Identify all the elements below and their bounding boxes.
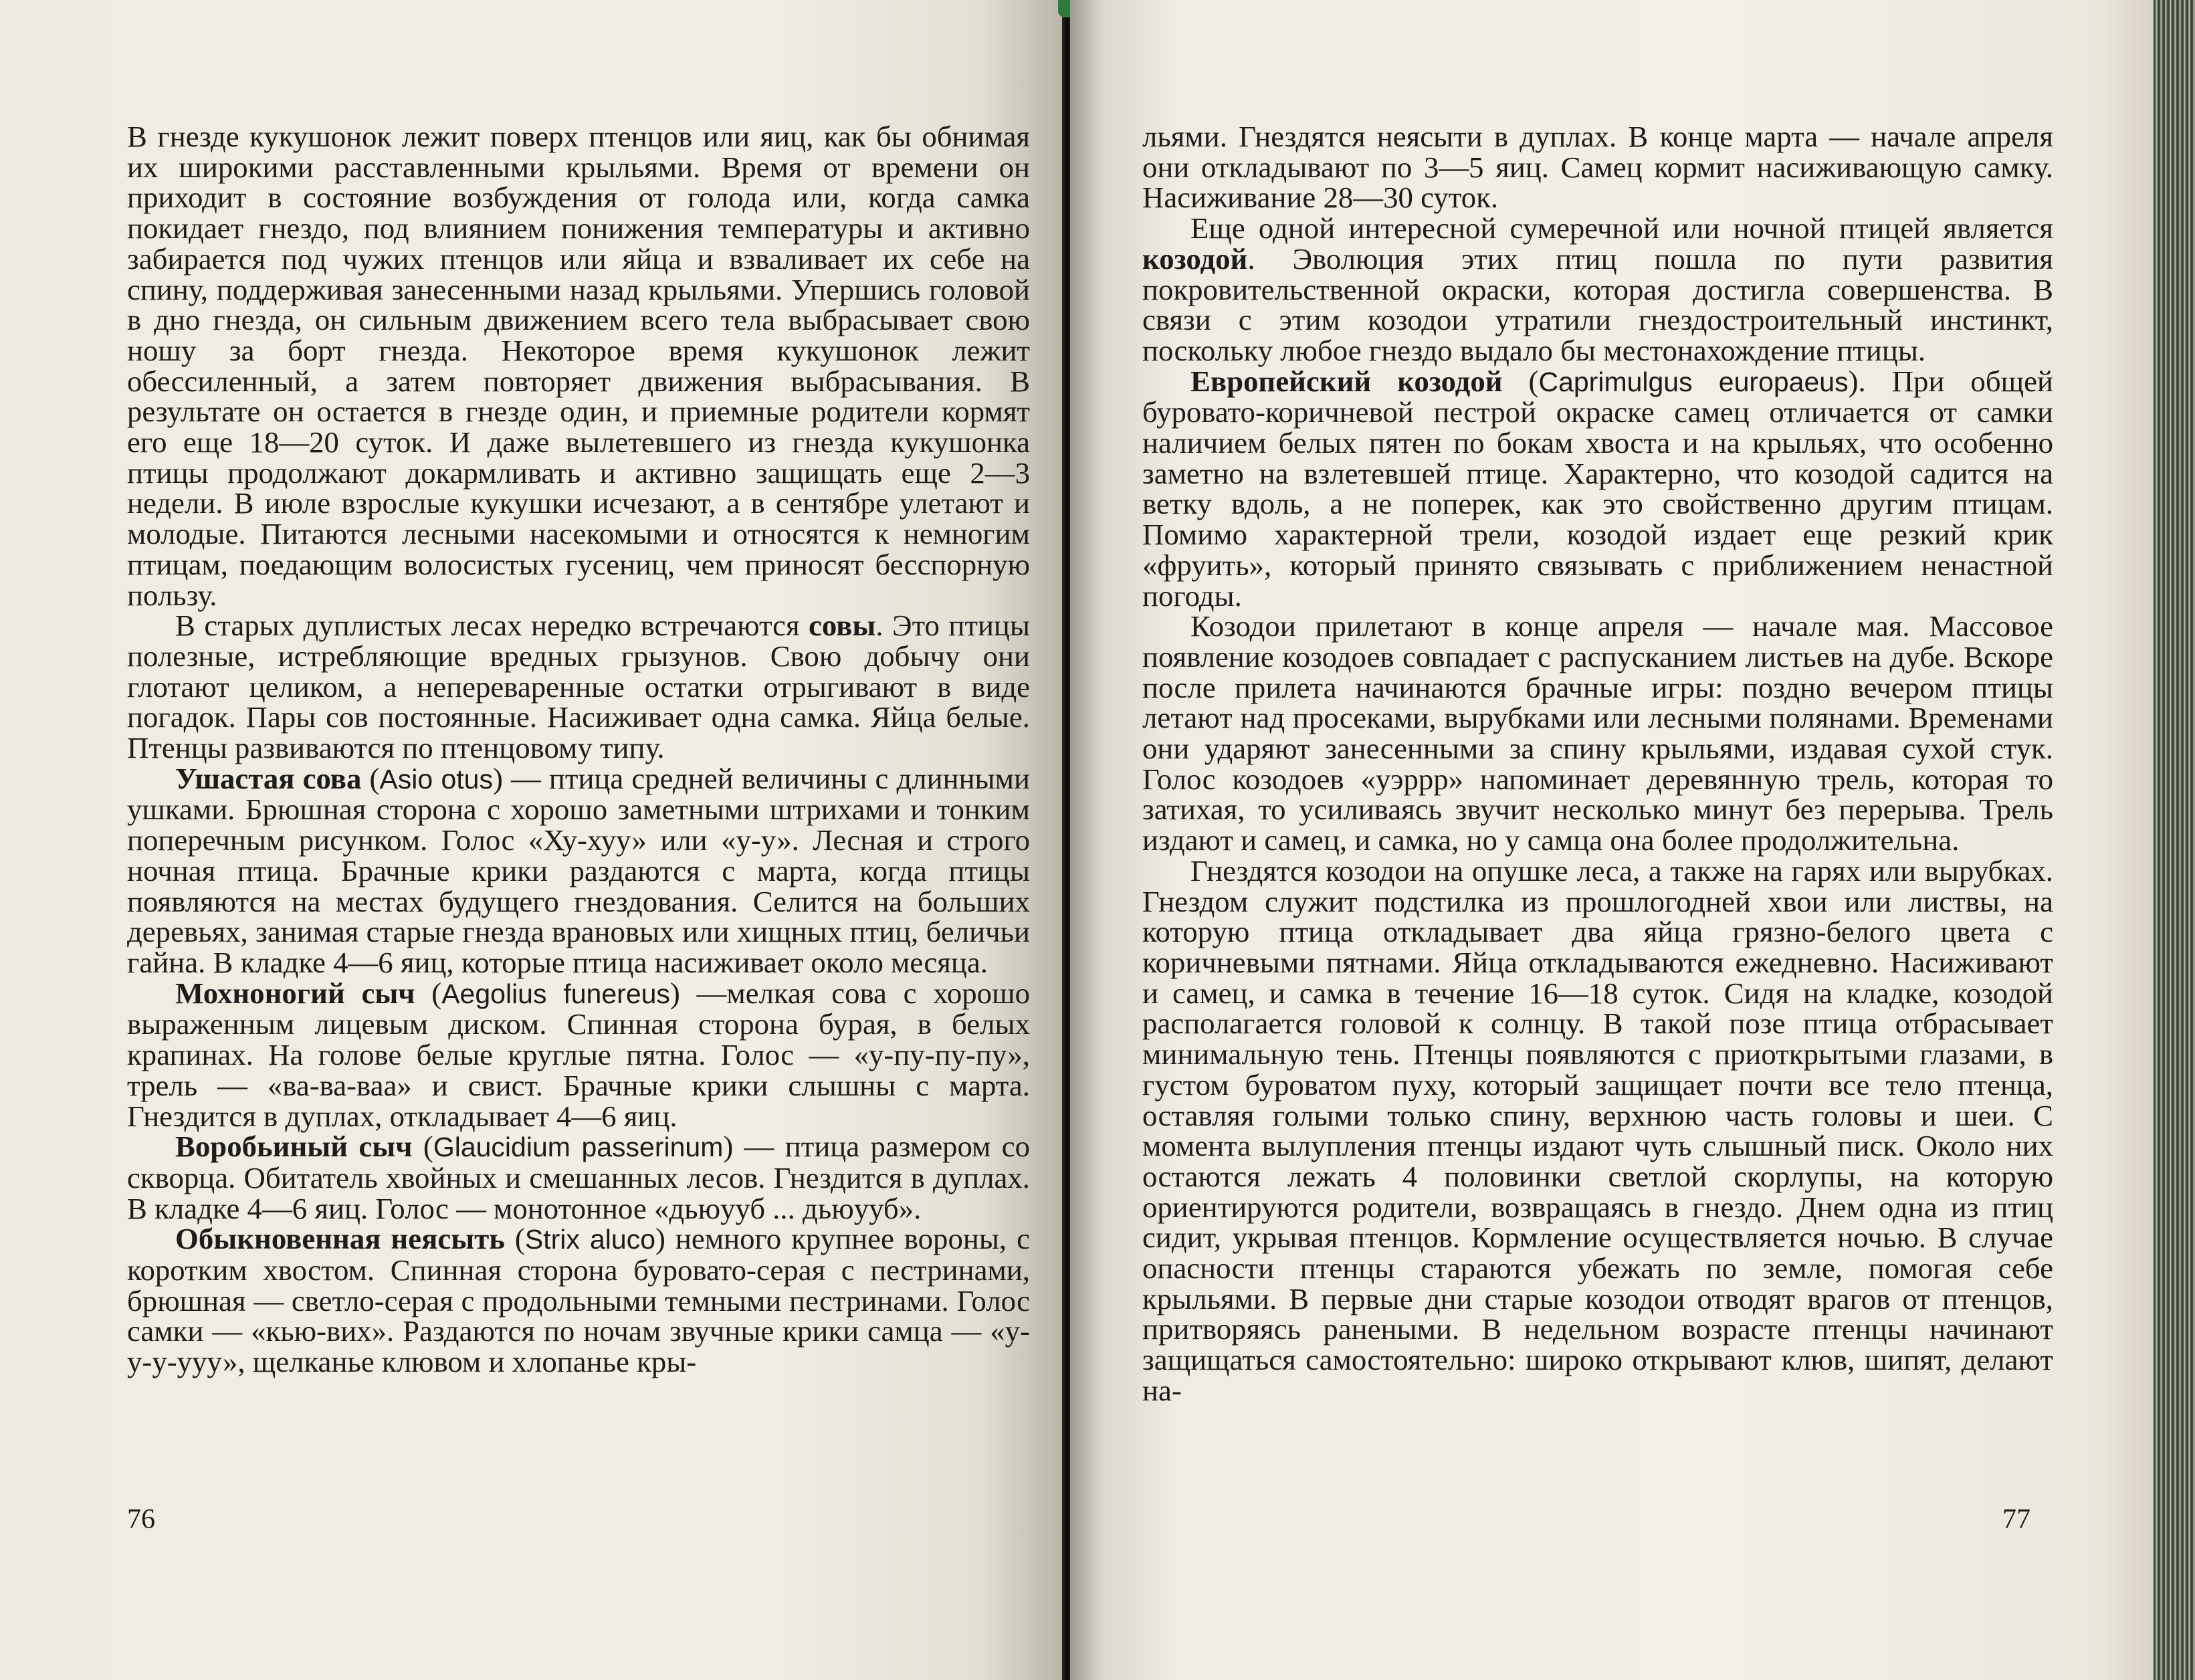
paragraph: Обыкновенная неясыть (Strix aluco) немного крупнее вороны, с коротким хвостом. Спинная сторона буровато-серая с пестринами, брюшная — светло-серая с продольными темными пестринами. Голос самки — «кью-вих». Раздаются по ночам звучные крики самца — «у-у-у-ууу», щелканье клювом и хлопанье кры- [127, 1222, 1030, 1379]
paragraph [127, 611, 1030, 764]
paragraph [1142, 213, 2053, 366]
latin-name: Caprimulgus europaeus [1538, 366, 1849, 397]
paragraph-text: . Это птицы полезные, истребляющие вредных грызунов. Свою добычу они глотают целиком, а непереваренные остатки отрыгивают в виде погадок. Пары сов постоянные. Насиживает одна самка. Яйца белые. Птенцы развиваются по птенцовому типу. [127, 609, 1030, 765]
bold-term: козодой [1142, 241, 1248, 276]
paragraph-text: . При общей буровато-коричневой пестрой окраске самец отличается от самки наличием белых пятен по бокам хвоста и на крыльях, что особенно заметно на взлетевшей птице. Характерно, что козодой садится на ветку вдоль, а не поперек, как это свойственно другим птицам. Помимо характерной трели, козодой издает еще резкий крик «фруить», который принято связывать с приближением ненастной погоды. [1142, 364, 2053, 613]
paragraph-text: — птица средней величины с длинными ушками. Брюшная сторона с хорошо заметными штрихами и тонким поперечным рисунком. Голос «Ху-хуу» или «у-у». Лесная и строго ночная птица. Брачные крики раздаются с марта, когда птицы появляются на местах будущего гнездования. Селится на больших деревьях, занимая старые гнезда врановых или хищных птиц, беличьи гайна. В кладке 4—6 яиц, которые птица насиживает около месяца. [127, 761, 1030, 979]
bold-term: совы [809, 609, 876, 643]
paragraph-text: немного крупнее вороны, с коротким хвостом. Спинная сторона буровато-серая с пестринами, брюшная — светло-серая с продольными темными пестринами. Голос самки — «кью-вих». Раздаются по ночам звучные крики самца — «у-у-у-ууу», щелканье клювом и хлопанье кры- [127, 1222, 1030, 1379]
paragraph: Мохноногий сыч (Aegolius funereus) —мелкая сова с хорошо выраженным лицевым диском. Спинная сторона бурая, в белых крапинах. На голове белые круглые пятна. Голос — «у-пу-пу-пу», трель — «ва-ва-ваа» и свист. Брачные крики слышны с марта. Гнездится в дуплах, откладывает 4—6 яиц. [127, 976, 1030, 1133]
paragraph-text: . Эволюция этих птиц пошла по пути развития покровительственной окраски, которая достигла совершенства. В связи с этим козодои утратили гнездостроительный инстинкт, поскольку любое гнездо выдало бы местонахождение птицы. [1142, 241, 2053, 367]
right-text-column [1142, 122, 2053, 1406]
latin-name: Asio otus [379, 763, 493, 795]
paragraph-text: — птица размером со скворца. Обитатель хвойных и смешанных лесов. Гнездится в дуплах. В кладке 4—6 яиц. Голос — монотонное «дьюууб ... дьюууб». [127, 1130, 1030, 1225]
paragraph: Европейский козодой (Caprimulgus europaeus). При общей буровато-коричневой пестрой окраске самец отличается от самки наличием белых пятен по бокам хвоста и на крыльях, что особенно заметно на взлетевшей птице. Характерно, что козодой садится на ветку вдоль, а не поперек, как это свойственно другим птицам. Помимо характерной трели, козодой издает еще резкий крик «фруить», который принято связывать с приближением ненастной погоды. [1142, 364, 2053, 613]
latin-name: Aegolius funereus [441, 978, 670, 1009]
species-name: Воробьиный сыч [175, 1130, 413, 1164]
species-name: Обыкновенная неясыть [175, 1222, 505, 1256]
paragraph-text: Гнездятся козодои на опушке леса, а также на гарях или вырубках. Гнездом служит подстилка из прошлогодней хвои или листвы, на которую птица откладывает два яйца грязно-белого цвета с коричневыми пятнами. Яйца откладываются ежедневно. Насиживают и самец, и самка в течение 16—18 суток. Сидя на кладке, козодой располагается головой к солнцу. В такой позе птица отбрасывает минимальную тень. Птенцы появляются с приоткрытыми глазами, в густом буроватом пуху, который защищает почти все тело птенца, оставляя голыми только спину, верхнюю часть головы и шеи. С момента вылупления птенцы издают чуть слышный писк. Около них остаются лежать 4 половинки светлой скорлупы, на которую ориентируются родители, возвращаясь в гнездо. Днем одна из птиц сидит, укрывая птенцов. Кормление осуществляется ночью. В случае опасности птенцы стараются убежать по земле, помогая себе крыльями. В первые дни старые козодои отводят врагов от птенцов, притворяясь ранеными. В недельном возрасте птенцы начинают защищаться самостоятельно: широко открывают клюв, шипят, делают на- [1142, 853, 2053, 1407]
paragraph [127, 122, 1030, 611]
page-number-right: 77 [2002, 1504, 2030, 1535]
left-text-column [127, 122, 1030, 1378]
paragraph: Воробьиный сыч (Glaucidium passerinum) — птица размером со скворца. Обитатель хвойных и смешанных лесов. Гнездится в дуплах. В кладке 4—6 яиц. Голос — монотонное «дьюууб ... дьюууб». [127, 1130, 1030, 1225]
page-edges [2154, 0, 2195, 1680]
paragraph-text: Козодои прилетают в конце апреля — начале мая. Массовое появление козодоев совпадает с распусканием листьев на дубе. Вскоре после прилета начинаются брачные игры: поздно вечером птицы летают над просеками, вырубками или лесными полянами. Временами они ударяют занесенными за спину крыльями, издавая сухой стук. Голос козодоев «уэррр» напоминает деревянную трель, которая то затихая, то усиливаясь звучит несколько минут без перерыва. Трель издают и самец, и самка, но у самца она более продолжительна. [1142, 609, 2053, 857]
right-page [1070, 0, 2154, 1680]
species-name: Мохноногий сыч [175, 976, 415, 1010]
paragraph-text: —мелкая сова с хорошо выраженным лицевым диском. Спинная сторона бурая, в белых крапинах. На голове белые круглые пятна. Голос — «у-пу-пу-пу», трель — «ва-ва-ваа» и свист. Брачные крики слышны с марта. Гнездится в дуплах, откладывает 4—6 яиц. [127, 976, 1030, 1133]
species-name: Ушастая сова [175, 761, 362, 795]
paragraph-text: Еще одной интересной сумеречной или ночной птицей является [1190, 211, 2053, 245]
paragraph [1142, 122, 2053, 213]
paragraph-text: льями. Гнездятся неясыти в дуплах. В конце марта — начале апреля они откладывают по 3—5 яиц. Самец кормит насиживающую самку. Насиживание 28—30 суток. [1142, 120, 2053, 215]
species-name: Европейский козодой [1190, 364, 1503, 398]
paragraph: Ушастая сова (Asio otus) — птица средней величины с длинными ушками. Брюшная сторона с хорошо заметными штрихами и тонким поперечным рисунком. Голос «Ху-хуу» или «у-у». Лесная и строго ночная птица. Брачные крики раздаются с марта, когда птицы появляются на местах будущего гнездования. Селится на больших деревьях, занимая старые гнезда врановых или хищных птиц, беличьи гайна. В кладке 4—6 яиц, которые птица насиживает около месяца. [127, 761, 1030, 979]
paragraph-text: В старых дуплистых лесах нередко встречаются [175, 609, 809, 643]
paragraph-text: В гнезде кукушонок лежит поверх птенцов или яиц, как бы обнимая их широкими расставленными крыльями. Время от времени он приходит в состояние возбуждения от голода или, когда самка покидает гнездо, под влиянием понижения температуры и активно забирается под чужих птенцов или яйца и взваливает их себе на спину, поддерживая занесенными назад крыльями. Упершись головой в дно гнезда, он сильным движением всего тела выбрасывает свою ношу за борт гнезда. Некоторое время кукушонок лежит обессиленный, а затем повторяет движения выбрасывания. В результате он остается в гнезде один, и приемные родители кормят его еще 18—20 суток. И даже вылетевшего из гнезда кукушонка птицы продолжают докармливать и активно защищать еще 2—3 недели. В июле взрослые кукушки исчезают, а в сентябре улетают и молодые. Питаются лесными насекомыми и относятся к немногим птицам, поедающим волосистых гусениц, чем приносят бесспорную пользу. [127, 120, 1030, 612]
latin-name: Strix aluco [524, 1224, 656, 1255]
paragraph [1142, 853, 2053, 1407]
page-number-left: 76 [127, 1504, 155, 1535]
latin-name: Glaucidium passerinum [433, 1132, 724, 1163]
left-page [0, 0, 1065, 1680]
paragraph [1142, 611, 2053, 856]
